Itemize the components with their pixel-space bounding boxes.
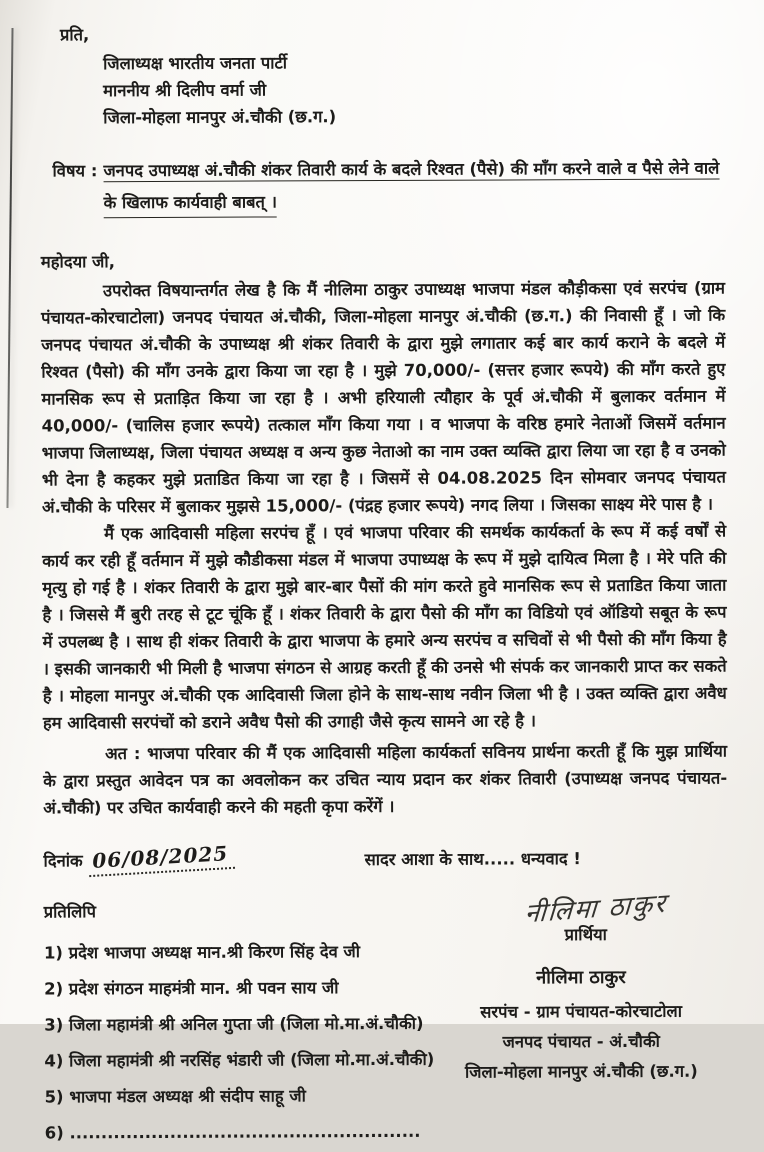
subject-text [103,155,719,219]
signatory-designation-1: सरपंच - ग्राम पंचायत-कोरचाटोला [480,1001,683,1022]
greeting: महोदया जी, [40,252,115,272]
signatory-role: प्रार्थिया [564,925,607,945]
signature-block [434,888,729,1149]
copies-block [44,897,435,1152]
body-paragraph-1: उपरोक्त विषयान्तर्गत लेख है कि मैं नीलिमा ठाकुर उपाध्यक्ष भाजपा मंडल कौड़ीकसा एवं सरपंच (ग्राम पंचायत-कोरचाटोला) जनपद पंचायत अं.चौकी, जिला-मोहला मानपुर अं.चौकी (छ.ग.) की निवासी हूँ । जो कि जनपद पंचायत अं.चौकी के उपाध्यक्ष श्री शंकर तिवारी के द्वारा मुझे लगातार कई बार कार्य कराने के बदले में रिश्वत (पैसो) की माँग उनके द्वारा किया जा रहा है । मुझे 70,000/- (सत्तर हजार रूपये) की माँग करते हुए मानसिक रूप से प्रताड़ित किया जा रहा है । अभी हरियाली त्यौहार के पूर्व अं.चौकी में बुलाकर वर्तमान में 40,000/- (चालिस हजार रूपये) तत्काल माँग किया गया । व भाजपा के वरिष्ठ हमारे नेताओं जिसमें वर्तमान भाजपा जिलाध्यक्ष, जिला पंचायत अध्यक्ष व अन्य कुछ नेताओ का नाम उक्त व्यक्ति द्वारा लिया जा रहा है व उनको भी देना है कहकर मुझे प्रताडित किया जा रहा है । जिसमें से 04.08.2025 दिन सोमवार जनपद पंचायत अं.चौकी के परिसर में बुलाकर मुझसे 15,000/- (पंद्रह हजार रूपये) नगद लिया । जिसका साक्ष्य मेरे पास है । [41,278,726,517]
signatory-designation-3: जिला-मोहला मानपुर अं.चौकी (छ.ग.) [464,1061,698,1082]
copy-label: प्रतिलिपि [43,902,96,922]
recipient-line: माननीय श्री दिलीप वर्मा जी [103,80,267,101]
closing-text: सादर आशा के साथ..... धन्यवाद ! [364,849,581,870]
copy-item: 6) ........................................................ [44,1121,421,1143]
subject-label: विषय : [52,161,98,181]
bottom-section [43,888,729,1151]
copy-item: 5) भाजपा मंडल अध्यक्ष श्री संदीप साहू जी [44,1086,306,1107]
date-row [43,841,727,876]
recipient-block [40,48,724,132]
copy-item: 3) जिला महामंत्री श्री अनिल गुप्ता जी (जिला मो.मा.अं.चौकी) [44,1013,424,1035]
date-label: दिनांक [43,851,83,871]
subject-block [52,155,724,219]
to-label: प्रति, [59,25,90,45]
signatory-name: नीलिमा ठाकुर [536,966,626,989]
date-block [43,841,234,877]
recipient-line: जिलाध्यक्ष भारतीय जनता पार्टी [102,53,288,74]
handwritten-signature: नीलिमा ठाकुर [523,888,668,930]
copy-item: 4) जिला महामंत्री श्री नरसिंह भंडारी जी (जिला मो.मा.अं.चौकी) [44,1049,435,1071]
copy-item: 2) प्रदेश संगठन माहमंत्री मान. श्री पवन साय जी [44,978,339,999]
body-paragraph-2: मैं एक आदिवासी महिला सरपंच हूँ । एवं भाजपा परिवार की समर्थक कार्यकर्ता के रूप में कई वर्षों से कार्य कर रही हूँ वर्तमान में मुझे कौडीकसा मंडल में भाजपा उपाध्यक्ष के रूप में मुझे दायित्व मिला है । मेरे पति की मृत्यु हो गई है । शंकर तिवारी के द्वारा मुझे बार-बार पैसों की मांग करते हुवे मानसिक रूप से प्रताडित किया जाता है । जिससे मैं बुरी तरह से टूट चूंकि हूँ । शंकर तिवारी के द्वारा पैसो की माँग का विडियो एवं ऑडियो सबूत के रूप में उपलब्ध है । साथ ही शंकर तिवारी के द्वारा भाजपा के हमारे अन्य सरपंच व सचिवों से भी पैसो की माँग किया है । इसकी जानकारी भी मिली है भाजपा संगठन से आग्रह करती हूँ की उनसे भी संपर्क कर जानकारी प्राप्त कर सकते है । मोहला मानपुर अं.चौकी एक आदिवासी जिला होने के साथ-साथ नवीन जिला भी है । उक्त व्यक्ति द्वारा अवैध हम आदिवासी सरपंचों को डराने अवैध पैसो की उगाही जैसे कृत्य सामने आ रहे है । [42,521,727,733]
subject-line2: के खिलाफ कार्यवाही बाबत् । [103,188,276,218]
handwritten-date: 06/08/2025 [88,840,235,877]
body-paragraph-3: अत : भाजपा परिवार की मैं एक आदिवासी महिला कार्यकर्ता सविनय प्रार्थना करती हूँ कि मुझ प्रार्थिया के द्वारा प्रस्तुत आवेदन पत्र का अवलोकन कर उचित न्याय प्रदान कर शंकर तिवारी (उपाध्यक्ष जनपद पंचायत-अं.चौकी) पर उचित कार्यवाही करने की महती कृपा करेंगें । [43,741,728,818]
subject-line1: जनपद उपाध्यक्ष अं.चौकी शंकर तिवारी कार्य के बदले रिश्वत (पैसे) की माँग करने वाले व पैसे लेने वाले [103,158,720,181]
copy-item: 1) प्रदेश भाजपा अध्यक्ष मान.श्री किरण सिंह देव जी [43,942,361,963]
signatory-designation-2: जनपद पंचायत - अं.चौकी [502,1031,660,1052]
recipient-line: जिला-मोहला मानपुर अं.चौकी (छ.ग.) [103,107,337,128]
